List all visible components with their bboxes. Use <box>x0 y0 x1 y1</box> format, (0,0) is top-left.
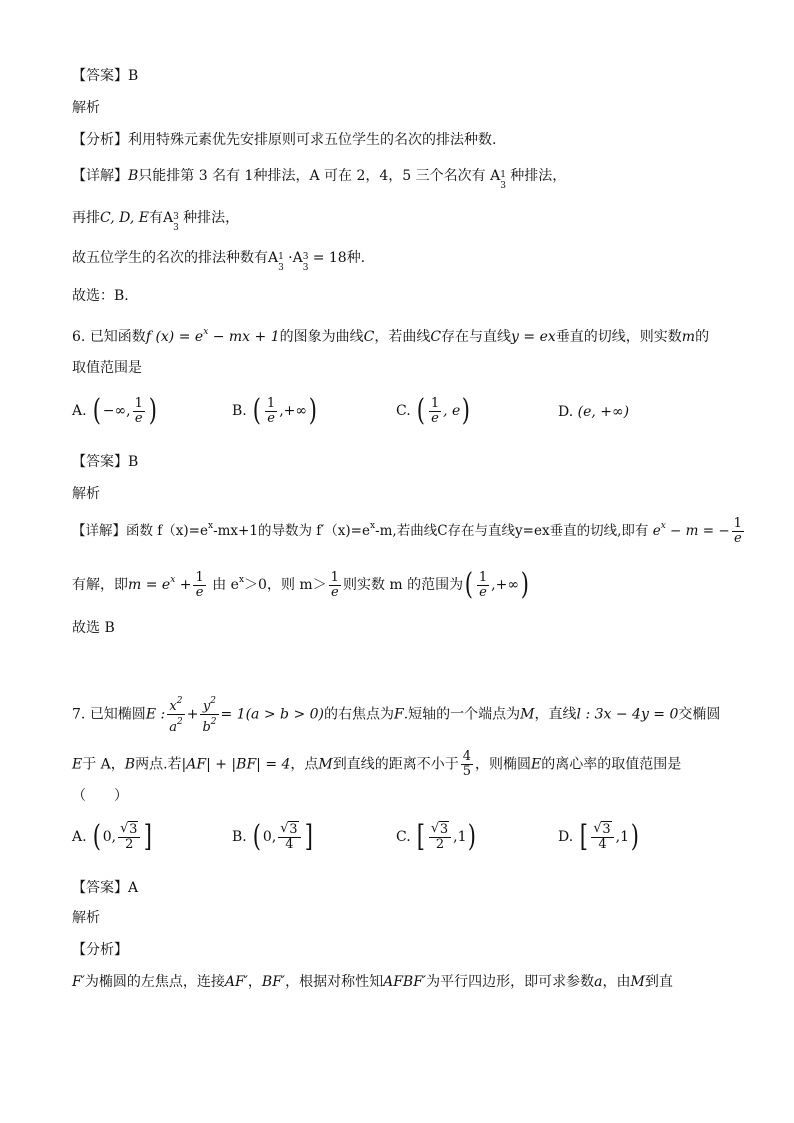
choose-line-6: 故选 B <box>72 620 115 636</box>
arrangement-A33: A 3 3 <box>162 210 179 233</box>
fenxi-line-7: 【分析】 <box>72 942 128 958</box>
option-7-d: D. [ √ 3 4 ,1) <box>558 819 639 854</box>
analysis-heading-5: 解析 <box>72 100 100 116</box>
question-7-paren: （ ） <box>72 788 128 804</box>
arrangement-A31: A 1 3 <box>490 168 506 191</box>
question-6-line1: 6. 已知函数f $(x) = e^x$ − mx + 1的图象为曲线C，若曲线C存在与直线y = ex垂直的切线，则实数m的 <box>72 327 710 345</box>
option-7-a: A. ( 0, √ 3 2 ] <box>72 819 153 854</box>
answer-label: 【答案】 <box>72 68 128 84</box>
answer-line-7: 【答案】A <box>72 880 139 896</box>
detail-line-5b: 再排C, D, E有A 3 3 种排法， <box>72 210 240 233</box>
option-7-c: C. [ √ 3 2 ,1) <box>396 819 477 854</box>
arrangement-product: A 1 3 ·A 3 3 <box>268 250 309 273</box>
analysis-heading-7: 解析 <box>72 910 100 926</box>
option-6-a: A. ( −∞, $\frac{1}{e}$ ) <box>72 393 157 428</box>
detail-line-5c: 故五位学生的名次的排法种数有A 1 3 ·A 3 3 = 18种. <box>72 250 366 273</box>
answer-value: B <box>128 68 139 84</box>
choose-line-5: 故选：B. <box>72 288 129 304</box>
analysis-heading-6: 解析 <box>72 486 100 502</box>
question-6-line2: 取值范围是 <box>72 360 142 376</box>
detail-line-5a: 【详解】B只能排第 3 名有 1种排法，A 可在 2，4，5 三个名次有 A 1 3 种排法， <box>72 168 567 191</box>
option-6-c: C. ( $\frac{1}{e}$ , e) <box>396 393 471 428</box>
detail-line-6a: 【详解】函数 $f(x)=e^x-mx+1$的导数为 $f'(x)=e^x-m$,若曲线C存在与直线y=ex垂直的切线,即有 $e^x - m$ = − $\frac{1}{e}$ <box>72 516 742 546</box>
option-7-b: B. ( 0, √ 3 4 ] <box>232 819 313 854</box>
detail-line-6b: 有解，即$m = e^x$ + $\frac{1}{e}$ 由 $e^x>0$，则 m＞ $\frac{1}{e}$ 则实数 m 的范围为( $\frac{1}{e}$ ,+∞) <box>72 567 529 602</box>
option-6-b: B. ( $\frac{1}{e}$ ,+∞) <box>232 393 318 428</box>
option-6-d: D. (e, +∞) <box>558 404 630 420</box>
answer-line-5 <box>72 66 138 86</box>
answer-line-6: 【答案】B <box>72 454 139 470</box>
fenxi-line-7-body: F′为椭圆的左焦点，连接AF′，BF′，根据对称性知AFBF′为平行四边形，即可求参数a，由M到直 <box>72 974 673 990</box>
fenxi-line-5: 【分析】利用特殊元素优先安排原则可求五位学生的名次的排法种数. <box>72 132 497 148</box>
question-7-line1: 7. 已知椭圆E : $\frac{x^2}{a^2}$ + $\frac{y^2}{b^2}$ = 1(a > b > 0)的右焦点为F.短轴的一个端点为M，直线l : 3x − 4y = 0交椭圆 <box>72 696 721 735</box>
question-7-line2: E于 A，B两点.若|AF| + |BF| = 4，点M到直线的距离不小于 $\frac{4}{5}$ ，则椭圆E的离心率的取值范围是 <box>72 749 682 779</box>
